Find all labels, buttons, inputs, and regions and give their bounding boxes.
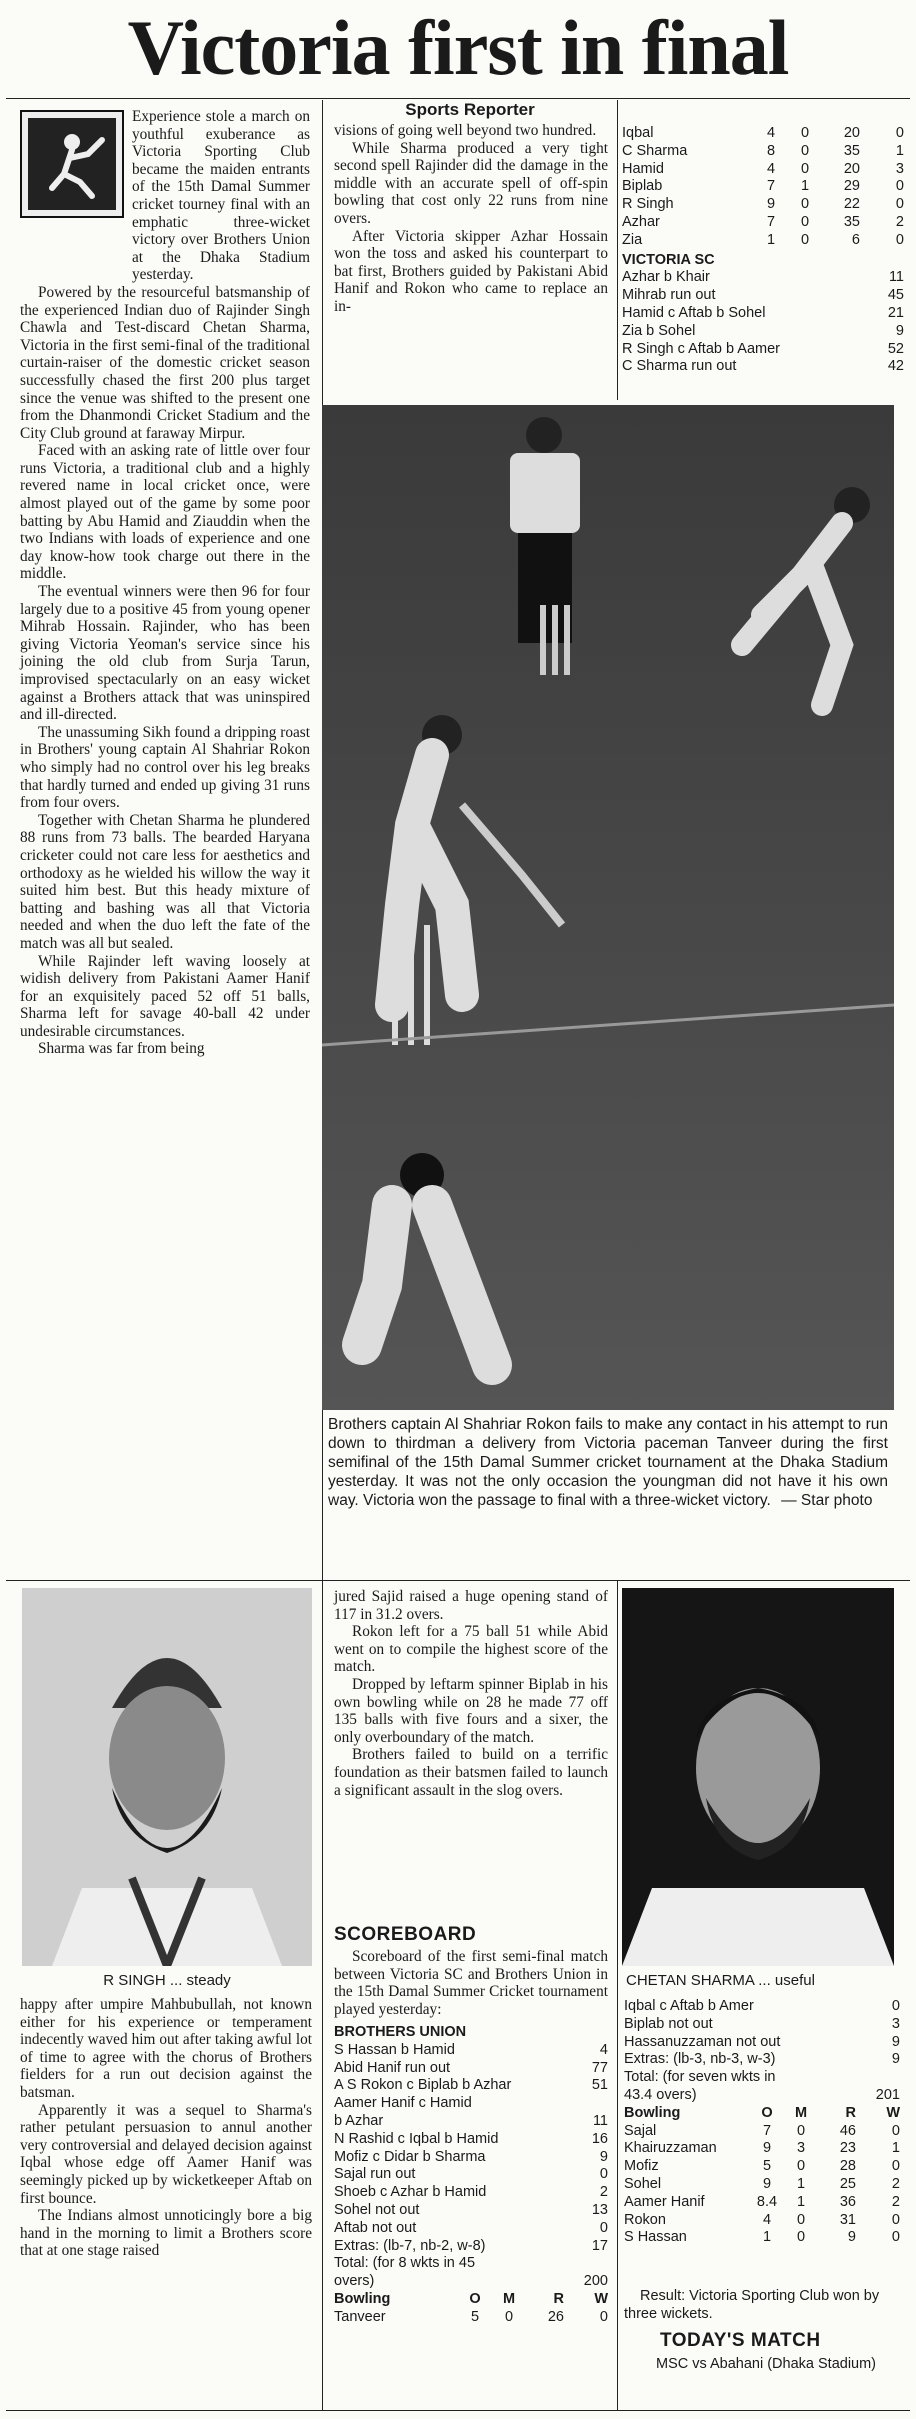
batting-row: S Hassan b Hamid 4 bbox=[334, 2041, 608, 2058]
main-photo-caption-block bbox=[328, 1415, 888, 1510]
headline: Victoria first in final bbox=[127, 4, 789, 91]
batting-row: Hassanuzzaman not out 9 bbox=[624, 2033, 900, 2050]
story-paragraph: While Rajinder left waving loosely at widish delivery from Pakistani Aamer Hanif for an exquisitely paced 52 off 51 balls, Sharma left for savage 40-ball 42 under undesirable circumstances. bbox=[20, 952, 310, 1040]
column-rule bbox=[617, 1580, 618, 2410]
victoria-scorecard-bottom bbox=[624, 1998, 900, 2247]
headline-rule bbox=[6, 98, 910, 99]
batting-row: b Azhar 11 bbox=[334, 2112, 608, 2129]
story-paragraph: Dropped by leftarm spinner Biplab in his own bowling while on 28 he made 77 off 135 balls with five fours and a sixer, the only overboundary of the match. bbox=[334, 1675, 608, 1746]
batting-row: Extras: (lb-3, nb-3, w-3) 9 bbox=[624, 2051, 900, 2068]
story-column-2-mid bbox=[334, 1588, 608, 1799]
batting-row: Biplab not out 3 bbox=[624, 2015, 900, 2032]
story-paragraph: visions of going well beyond two hundred. bbox=[334, 122, 597, 139]
story-paragraph: Sharma was far from being bbox=[38, 1040, 205, 1058]
batting-row: Aamer Hanif c Hamid bbox=[334, 2095, 472, 2112]
batting-row: Sohel not out 13 bbox=[334, 2201, 608, 2218]
story-paragraph: Apparently it was a sequel to Sharma's rather petulant persuasion to annul another very controversial and delayed decision against Iqbal whose edge off Aamer Hanif was seemingly picked up by wicketkeeper Aftab on first bounce. bbox=[20, 2101, 312, 2207]
story-paragraph: While Sharma produced a very tight second spell Rajinder did the damage in the middle with an accurate spell of off-spin bowling that cost only 22 runs from nine overs. bbox=[334, 139, 608, 227]
batting-row: Total: (for 8 wkts in 45 bbox=[334, 2255, 476, 2272]
bowling-row: Hamid 4 0 20 3 bbox=[622, 160, 904, 177]
team-header: VICTORIA SC bbox=[622, 251, 715, 268]
story-paragraph: The eventual winners were then 96 for four largely due to a positive 45 from young opener Mihrab Hossain. Rajinder, who has been giving Victoria Yeoman's service since his joining the old club from Surja Tarun, improvised spectacularly on an easy wicket against a Brothers attack that was uninspired and ill-directed. bbox=[20, 583, 310, 724]
column-rule bbox=[617, 100, 618, 400]
batting-row: Iqbal c Aftab b Amer 0 bbox=[624, 1998, 900, 2014]
bowling-row: Azhar 7 0 35 2 bbox=[622, 213, 904, 230]
batting-row: A S Rokon c Biplab b Azhar 51 bbox=[334, 2077, 608, 2094]
batting-row: Abid Hanif run out 77 bbox=[334, 2059, 608, 2076]
batting-row: Mihrab run out 45 bbox=[622, 287, 904, 304]
todays-match: MSC vs Abahani (Dhaka Stadium) bbox=[656, 2356, 877, 2372]
bowling-row: Sajal 7 0 46 0 bbox=[624, 2122, 900, 2139]
batting-row: C Sharma run out 42 bbox=[622, 358, 904, 375]
chetan-sharma-caption: CHETAN SHARMA ... useful bbox=[626, 1972, 815, 1989]
bowling-row: Zia 1 0 6 0 bbox=[622, 231, 904, 248]
section-rule bbox=[6, 1580, 910, 1581]
r-singh-photo bbox=[22, 1588, 312, 1966]
bowling-row: S Hassan 1 0 9 0 bbox=[624, 2229, 900, 2246]
scoreboard-title: SCOREBOARD bbox=[334, 1924, 477, 1945]
batting-row: 43.4 overs) 201 bbox=[624, 2086, 900, 2103]
bowling-header: Bowling O M R W bbox=[334, 2290, 608, 2307]
bowling-row: Rokon 4 0 31 0 bbox=[624, 2211, 900, 2228]
brothers-scorecard bbox=[334, 2024, 608, 2327]
bowling-row: Biplab 7 1 29 0 bbox=[622, 178, 904, 195]
bowling-row: Sohel 9 1 25 2 bbox=[624, 2175, 900, 2192]
scoreboard-intro-block bbox=[334, 1948, 608, 2018]
bowling-row: C Sharma 8 0 35 1 bbox=[622, 142, 904, 159]
batting-row: Sajal run out 0 bbox=[334, 2166, 608, 2183]
story-paragraph: The Indians almost unnoticingly bore a big hand in the morning to limit a Brothers score that at one stage raised bbox=[20, 2207, 312, 2260]
batting-row: Shoeb c Azhar b Hamid 2 bbox=[334, 2184, 608, 2201]
bowling-row: R Singh 9 0 22 0 bbox=[622, 196, 904, 213]
match-result: Result: Victoria Sporting Club won by three wickets. bbox=[624, 2288, 880, 2322]
main-photo-caption: Brothers captain Al Shahriar Rokon fails to make any contact in his attempt to run down to thirdman a delivery from Victoria paceman Tanveer during the first semifinal of the 15th Damal Summer cricket tournament at the Dhaka Stadium yesterday. It was not the only occasion the youngman did not have it his own way. Victoria won the passage to final with a three-wicket victory. bbox=[328, 1416, 888, 1509]
story-paragraph: happy after umpire Mahbubullah, not known either for his experience or temperament indecently waved him out after taking awful lot of time to agree with the chorus of Brothers fielders for a run out decision against the batsman. bbox=[20, 1996, 312, 2101]
bowling-header: Bowling O M R W bbox=[624, 2104, 900, 2121]
batting-row: R Singh c Aftab b Aamer 52 bbox=[622, 340, 904, 357]
story-paragraph: After Victoria skipper Azhar Hossain won the toss and asked his counterpart to bat first, Brothers guided by Pakistani Abid Hanif and Rokon who came to replace an in- bbox=[334, 227, 608, 315]
byline: Sports Reporter bbox=[405, 100, 535, 119]
bowling-row: Tanveer 5 0 26 0 bbox=[334, 2308, 608, 2325]
bottom-rule bbox=[6, 2410, 910, 2411]
r-singh-caption: R SINGH ... steady bbox=[103, 1972, 231, 1989]
story-paragraph: Experience stole a march on youthful exuberance as Victoria Sporting Club became the maiden entrants of the 15th Damal Summer cricket tourney final with an emphatic three-wicket victory over Brothers Union at the Dhaka Stadium yesterday. bbox=[132, 108, 310, 284]
column-rule bbox=[322, 1580, 323, 2410]
bowling-row: Mofiz 5 0 28 0 bbox=[624, 2158, 900, 2175]
story-column-1 bbox=[20, 108, 310, 1058]
story-paragraph: jured Sajid raised a huge opening stand of 117 in 31.2 overs. bbox=[334, 1588, 608, 1623]
bowling-row: Iqbal 4 0 20 0 bbox=[622, 125, 904, 141]
batting-row: Aftab not out 0 bbox=[334, 2219, 608, 2236]
story-column-1-bottom bbox=[20, 1996, 312, 2260]
bowling-figures-top bbox=[622, 125, 904, 376]
batting-row: Extras: (lb-7, nb-2, w-8) 17 bbox=[334, 2237, 608, 2254]
bowling-row: Khairuzzaman 9 3 23 1 bbox=[624, 2140, 900, 2157]
batting-row: Total: (for seven wkts in bbox=[624, 2069, 776, 2086]
batting-row: overs) 200 bbox=[334, 2273, 608, 2290]
story-paragraph: Faced with an asking rate of little over four runs Victoria, a traditional club and a highly revered name in local cricket once, were almost played out of the game by some poor batting by Abu Hamid and Ziauddin when the two Indians with loads of experience and one day know-how took charge out there in the middle. bbox=[20, 442, 310, 583]
story-paragraph: Rokon left for a 75 ball 51 while Abid went on to compile the highest score of the match. bbox=[334, 1623, 608, 1676]
batting-row: Hamid c Aftab b Sohel 21 bbox=[622, 304, 904, 321]
batting-row: Zia b Sohel 9 bbox=[622, 322, 904, 339]
batting-row: N Rashid c Iqbal b Hamid 16 bbox=[334, 2130, 608, 2147]
team-header: BROTHERS UNION bbox=[334, 2024, 467, 2040]
story-paragraph: The unassuming Sikh found a dripping roast in Brothers' young captain Al Shahriar Rokon who simply had no control over his leg breaks that hardly turned and ended up giving 31 runs from four overs. bbox=[20, 723, 310, 812]
story-paragraph: Together with Chetan Sharma he plundered 88 runs from 73 balls. The bearded Haryana cricketer could not care less for aesthetics and orthodoxy as he wielded his willow the way it suited him best. But this heady mixture of batting and bashing was all that Victoria needed and when the duo left the fate of the match was all but sealed. bbox=[20, 811, 310, 952]
story-column-2-top bbox=[334, 122, 608, 316]
todays-match-title: TODAY'S MATCH bbox=[660, 2330, 821, 2351]
photo-credit: — Star photo bbox=[781, 1492, 873, 1509]
match-action-photo bbox=[322, 405, 894, 1410]
bowling-row: Aamer Hanif 8.4 1 36 2 bbox=[624, 2193, 900, 2210]
story-paragraph: Brothers failed to build on a terrific foundation as their batsmen failed to launch a significant assault in the slog overs. bbox=[334, 1746, 608, 1799]
chetan-sharma-photo bbox=[622, 1588, 894, 1966]
scoreboard-intro: Scoreboard of the first semi-final match between Victoria SC and Brothers Union in the 15th Damal Summer Cricket tournament played yesterday: bbox=[334, 1948, 608, 2018]
story-paragraph: Powered by the resourceful batsmanship of the experienced Indian duo of Rajinder Singh Chawla and Test-discard Chetan Sharma, Victoria in the first semi-final of the traditional curtain-raiser of the domestic cricket season successfully chased the first 200 plus target since the venue was shifted to the present one from the Dhanmondi Cricket Stadium and the City Club ground at faraway Mirpur. bbox=[20, 283, 310, 442]
batting-row: Azhar b Khair 11 bbox=[622, 269, 904, 286]
batting-row: Mofiz c Didar b Sharma 9 bbox=[334, 2148, 608, 2165]
